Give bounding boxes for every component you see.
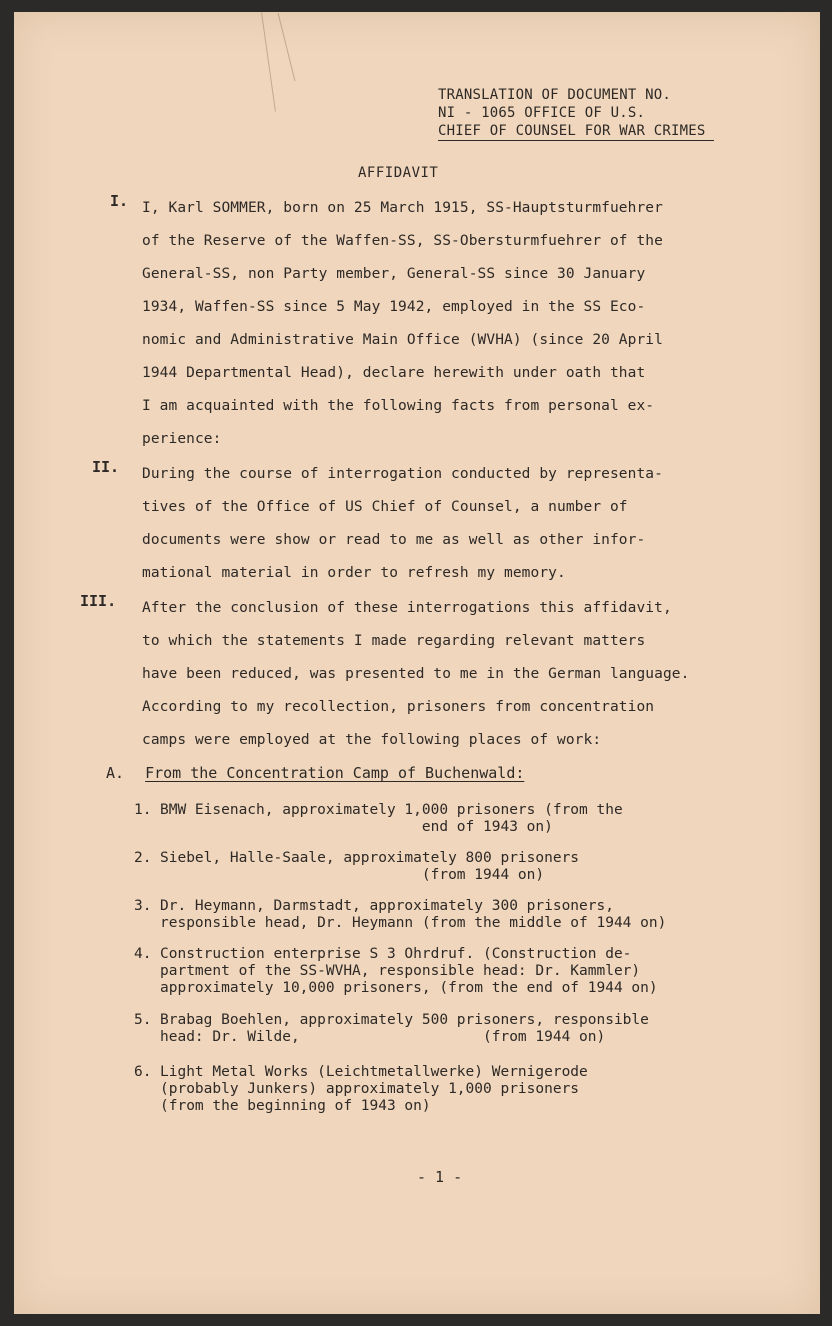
paper-crease — [278, 13, 296, 81]
list-item — [134, 802, 754, 836]
paragraph-line: have been reduced, was presented to me in the German language. — [142, 666, 690, 682]
item-line: (from the beginning of 1943 on) — [160, 1098, 431, 1114]
document-title: AFFIDAVIT — [358, 165, 439, 181]
list-item — [134, 850, 754, 884]
item-number: 3. — [134, 898, 152, 914]
item-number: 6. — [134, 1064, 152, 1080]
list-item — [134, 946, 754, 997]
paragraph-1 — [142, 192, 742, 456]
paragraph-line: 1944 Departmental Head), declare herewith under oath that — [142, 365, 646, 381]
paragraph-line: I, Karl SOMMER, born on 25 March 1915, SS-Hauptsturmfuehrer — [142, 200, 663, 216]
item-line: (probably Junkers) approximately 1,000 prisoners — [160, 1081, 580, 1097]
item-line: Siebel, Halle-Saale, approximately 800 prisoners — [160, 850, 580, 866]
item-line: (from 1944 on) — [160, 867, 545, 883]
item-line: responsible head, Dr. Heymann (from the middle of 1944 on) — [160, 915, 667, 931]
paragraph-line: I am acquainted with the following facts from personal ex- — [142, 398, 655, 414]
item-line: end of 1943 on) — [160, 819, 553, 835]
list-item — [134, 1012, 754, 1046]
paragraph-number: II. — [92, 458, 120, 476]
item-line: Construction enterprise S 3 Ohrdruf. (Construction de- — [160, 946, 632, 962]
list-item — [134, 898, 754, 932]
document-page — [14, 12, 820, 1314]
header-line: CHIEF OF COUNSEL FOR WAR CRIMES — [438, 123, 714, 141]
paragraph-line: After the conclusion of these interrogations this affidavit, — [142, 600, 672, 616]
paragraph-line: 1934, Waffen-SS since 5 May 1942, employed in the SS Eco- — [142, 299, 646, 315]
item-line: Brabag Boehlen, approximately 500 prisoners, responsible — [160, 1012, 649, 1028]
paragraph-line: documents were show or read to me as well as other infor- — [142, 532, 646, 548]
item-line: BMW Eisenach, approximately 1,000 prisoners (from the — [160, 802, 623, 818]
paragraph-line: During the course of interrogation conducted by representa- — [142, 466, 663, 482]
paragraph-line: tives of the Office of US Chief of Counsel, a number of — [142, 499, 628, 515]
item-line: partment of the SS-WVHA, responsible head: Dr. Kammler) — [160, 963, 641, 979]
section-heading: From the Concentration Camp of Buchenwald: — [145, 764, 525, 782]
item-number: 4. — [134, 946, 152, 962]
paragraph-line: General-SS, non Party member, General-SS since 30 January — [142, 266, 646, 282]
item-number: 1. — [134, 802, 152, 818]
item-number: 5. — [134, 1012, 152, 1028]
paragraph-line: nomic and Administrative Main Office (WVHA) (since 20 April — [142, 332, 663, 348]
header-line: TRANSLATION OF DOCUMENT NO. — [438, 87, 671, 103]
paragraph-line: perience: — [142, 431, 222, 447]
item-line: Dr. Heymann, Darmstadt, approximately 300 prisoners, — [160, 898, 614, 914]
header-line: NI - 1065 OFFICE OF U.S. — [438, 105, 646, 121]
paragraph-line: According to my recollection, prisoners from concentration — [142, 699, 655, 715]
paragraph-number: I. — [110, 192, 129, 210]
section-letter: A. — [106, 764, 125, 782]
item-number: 2. — [134, 850, 152, 866]
paragraph-line: to which the statements I made regarding relevant matters — [142, 633, 646, 649]
paragraph-line: camps were employed at the following places of work: — [142, 732, 602, 748]
section-a — [106, 764, 524, 782]
paper-crease — [261, 12, 276, 111]
list-item — [134, 1064, 754, 1115]
paragraph-line: of the Reserve of the Waffen-SS, SS-Obersturmfuehrer of the — [142, 233, 663, 249]
paragraph-3 — [142, 592, 742, 757]
paragraph-number: III. — [80, 592, 117, 610]
item-line: approximately 10,000 prisoners, (from the end of 1944 on) — [160, 980, 658, 996]
page-number: - 1 - — [417, 1168, 463, 1186]
document-header — [438, 86, 714, 140]
item-line: head: Dr. Wilde, (from 1944 on) — [160, 1029, 606, 1045]
item-line: Light Metal Works (Leichtmetallwerke) Wernigerode — [160, 1064, 588, 1080]
paragraph-line: mational material in order to refresh my memory. — [142, 565, 566, 581]
paragraph-2 — [142, 458, 742, 590]
